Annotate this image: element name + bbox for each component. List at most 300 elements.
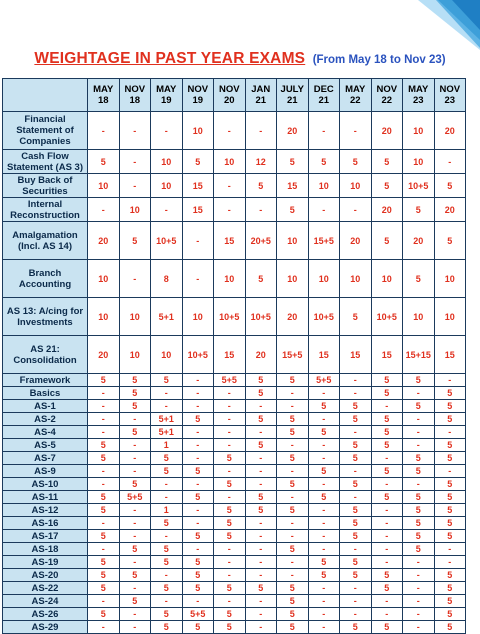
weightage-cell: -: [403, 426, 435, 439]
weightage-cell: 10+5: [371, 298, 403, 336]
weightage-cell: 20: [403, 222, 435, 260]
weightage-cell: 20: [340, 222, 372, 260]
weightage-cell: -: [182, 426, 214, 439]
weightage-cell: 5: [434, 595, 466, 608]
weightage-cell: -: [434, 426, 466, 439]
column-header-month: MAY: [345, 84, 366, 95]
weightage-cell: 1: [151, 439, 183, 452]
weightage-cell: 10: [119, 336, 151, 374]
row-label: AS-19: [3, 556, 88, 569]
weightage-cell: 5+5: [308, 374, 340, 387]
weightage-cell: -: [308, 621, 340, 634]
weightage-cell: 5: [277, 452, 309, 465]
weightage-cell: 5: [371, 174, 403, 198]
weightage-cell: -: [119, 452, 151, 465]
weightage-cell: -: [403, 556, 435, 569]
weightage-cell: -: [245, 569, 277, 582]
table-row: [3, 465, 466, 478]
weightage-cell: -: [88, 112, 120, 150]
weightage-cell: 5: [403, 517, 435, 530]
row-label: AS-20: [3, 569, 88, 582]
header-row: [3, 79, 466, 112]
weightage-cell: 5: [151, 517, 183, 530]
weightage-cell: -: [245, 621, 277, 634]
weightage-cell: 10: [277, 260, 309, 298]
weightage-cell: 5: [151, 452, 183, 465]
weightage-cell: 1: [151, 504, 183, 517]
table-row: [3, 556, 466, 569]
table-row: [3, 582, 466, 595]
weightage-cell: 15+5: [277, 336, 309, 374]
weightage-cell: 5: [277, 595, 309, 608]
weightage-cell: -: [277, 465, 309, 478]
weightage-cell: 5: [308, 400, 340, 413]
weightage-cell: -: [277, 491, 309, 504]
weightage-cell: -: [371, 478, 403, 491]
column-header: [88, 79, 120, 112]
weightage-cell: 10: [214, 150, 246, 174]
column-header: [151, 79, 183, 112]
weightage-cell: 10+5: [214, 298, 246, 336]
table-row: [3, 336, 466, 374]
weightage-cell: -: [277, 400, 309, 413]
weightage-cell: 5+5: [119, 491, 151, 504]
corner-decoration: [408, 0, 480, 50]
weightage-cell: 5: [308, 465, 340, 478]
weightage-cell: 5: [245, 582, 277, 595]
table-row: [3, 530, 466, 543]
table-row: [3, 413, 466, 426]
row-label: AS-12: [3, 504, 88, 517]
weightage-cell: 5: [403, 400, 435, 413]
weightage-cell: -: [88, 465, 120, 478]
weightage-cell: -: [151, 530, 183, 543]
weightage-cell: -: [340, 543, 372, 556]
weightage-cell: -: [88, 543, 120, 556]
weightage-cell: 12: [245, 150, 277, 174]
weightage-cell: -: [214, 569, 246, 582]
weightage-cell: 5: [434, 582, 466, 595]
weightage-cell: -: [434, 543, 466, 556]
weightage-cell: 5: [371, 491, 403, 504]
weightage-cell: 10: [340, 174, 372, 198]
column-header-year: 22: [381, 95, 393, 106]
weightage-cell: -: [151, 491, 183, 504]
weightage-cell: -: [340, 112, 372, 150]
weightage-cell: -: [245, 517, 277, 530]
weightage-cell: -: [119, 413, 151, 426]
weightage-cell: 10: [403, 298, 435, 336]
weightage-cell: -: [182, 222, 214, 260]
weightage-cell: 15: [434, 336, 466, 374]
column-header: [182, 79, 214, 112]
weightage-cell: -: [434, 374, 466, 387]
weightage-cell: -: [119, 504, 151, 517]
table-row: [3, 150, 466, 174]
weightage-cell: 5: [340, 530, 372, 543]
weightage-cell: 5: [214, 530, 246, 543]
row-label: Buy Back of Securities: [3, 174, 88, 198]
weightage-cell: 5: [340, 556, 372, 569]
weightage-cell: -: [308, 530, 340, 543]
row-label: AS-4: [3, 426, 88, 439]
weightage-cell: 10: [151, 174, 183, 198]
weightage-cell: 5: [277, 621, 309, 634]
weightage-cell: 20+5: [245, 222, 277, 260]
weightage-cell: 10: [434, 260, 466, 298]
weightage-cell: 10+5: [182, 336, 214, 374]
column-header-month: MAY: [93, 84, 114, 95]
table-row: [3, 387, 466, 400]
column-header: [245, 79, 277, 112]
weightage-cell: 5: [371, 222, 403, 260]
weightage-cell: -: [403, 595, 435, 608]
row-label: AS-29: [3, 621, 88, 634]
weightage-cell: -: [371, 530, 403, 543]
weightage-cell: -: [119, 112, 151, 150]
weightage-cell: -: [88, 413, 120, 426]
weightage-cell: 5: [182, 465, 214, 478]
weightage-cell: 5: [277, 608, 309, 621]
weightage-cell: -: [277, 387, 309, 400]
weightage-cell: 5: [434, 478, 466, 491]
weightage-cell: -: [308, 582, 340, 595]
weightage-cell: -: [119, 260, 151, 298]
column-header-year: 20: [223, 95, 235, 106]
weightage-cell: -: [88, 198, 120, 222]
row-label: AS-26: [3, 608, 88, 621]
weightage-cell: 5: [245, 174, 277, 198]
weightage-cell: 10: [308, 174, 340, 198]
weightage-cell: 5: [277, 504, 309, 517]
weightage-cell: 5: [151, 621, 183, 634]
weightage-cell: 5+1: [151, 413, 183, 426]
weightage-cell: 5: [403, 374, 435, 387]
weightage-cell: 5: [88, 150, 120, 174]
row-label: Amalgamation (Incl. AS 14): [3, 222, 88, 260]
weightage-cell: -: [245, 426, 277, 439]
weightage-cell: -: [151, 387, 183, 400]
weightage-cell: 5: [277, 198, 309, 222]
weightage-cell: -: [88, 387, 120, 400]
weightage-cell: 5: [182, 150, 214, 174]
weightage-cell: 5: [434, 608, 466, 621]
table-row: [3, 621, 466, 634]
weightage-cell: -: [403, 478, 435, 491]
weightage-cell: -: [403, 387, 435, 400]
weightage-cell: -: [151, 478, 183, 491]
weightage-cell: -: [88, 426, 120, 439]
weightage-cell: -: [214, 400, 246, 413]
weightage-cell: -: [277, 556, 309, 569]
weightage-cell: -: [340, 374, 372, 387]
weightage-cell: -: [340, 426, 372, 439]
weightage-cell: -: [371, 608, 403, 621]
weightage-cell: 5: [88, 504, 120, 517]
column-header: [340, 79, 372, 112]
weightage-cell: -: [119, 150, 151, 174]
weightage-cell: -: [119, 530, 151, 543]
weightage-cell: 5: [88, 608, 120, 621]
weightage-cell: -: [119, 517, 151, 530]
weightage-cell: -: [182, 504, 214, 517]
weightage-cell: 5: [214, 608, 246, 621]
weightage-cell: -: [245, 608, 277, 621]
weightage-cell: 15: [182, 174, 214, 198]
weightage-cell: 20: [245, 336, 277, 374]
column-header-year: 19: [160, 95, 172, 106]
weightage-cell: 5: [182, 582, 214, 595]
weightage-cell: 10: [119, 198, 151, 222]
weightage-cell: -: [88, 400, 120, 413]
weightage-cell: 5: [151, 582, 183, 595]
weightage-cell: -: [182, 517, 214, 530]
weightage-cell: -: [182, 260, 214, 298]
weightage-cell: -: [119, 556, 151, 569]
row-label: Framework: [3, 374, 88, 387]
row-label: AS-11: [3, 491, 88, 504]
table-row: [3, 112, 466, 150]
weightage-cell: -: [214, 491, 246, 504]
weightage-cell: 5: [340, 569, 372, 582]
weightage-cell: 5: [308, 569, 340, 582]
weightage-cell: 5: [371, 150, 403, 174]
column-header-month: DEC: [313, 84, 334, 95]
weightage-cell: 5: [88, 439, 120, 452]
weightage-cell: 5: [182, 621, 214, 634]
weightage-cell: 5: [151, 374, 183, 387]
weightage-cell: 10: [182, 298, 214, 336]
weightage-cell: 5: [119, 543, 151, 556]
weightage-cell: 5: [119, 400, 151, 413]
weightage-cell: 5: [119, 222, 151, 260]
weightage-cell: -: [88, 517, 120, 530]
table-row: [3, 374, 466, 387]
weightage-cell: 5: [403, 465, 435, 478]
weightage-cell: 5: [88, 582, 120, 595]
weightage-cell: 5: [434, 439, 466, 452]
weightage-cell: 5: [371, 439, 403, 452]
table-row: [3, 426, 466, 439]
weightage-cell: 10: [88, 298, 120, 336]
weightage-cell: 5: [277, 582, 309, 595]
weightage-cell: 5: [214, 452, 246, 465]
column-header: [308, 79, 340, 112]
weightage-cell: -: [308, 608, 340, 621]
weightage-cell: 5: [88, 452, 120, 465]
weightage-cell: 10: [182, 112, 214, 150]
title-main: WEIGHTAGE IN PAST YEAR EXAMS: [34, 50, 306, 67]
weightage-cell: 15+15: [403, 336, 435, 374]
table-body: [3, 112, 466, 634]
weightage-cell: 5: [214, 582, 246, 595]
weightage-cell: 10: [403, 112, 435, 150]
weightage-cell: -: [308, 504, 340, 517]
weightage-cell: 5: [151, 608, 183, 621]
column-header-month: NOV: [187, 84, 209, 95]
weightage-cell: -: [403, 569, 435, 582]
weightage-cell: 5: [119, 387, 151, 400]
weightage-cell: -: [371, 400, 403, 413]
table-row: [3, 569, 466, 582]
weightage-cell: 5: [88, 491, 120, 504]
weightage-cell: -: [403, 621, 435, 634]
column-header: [214, 79, 246, 112]
weightage-cell: 5: [119, 374, 151, 387]
weightage-cell: -: [182, 595, 214, 608]
weightage-cell: 5: [308, 491, 340, 504]
column-header-month: MAY: [408, 84, 429, 95]
weightage-cell: 15: [214, 336, 246, 374]
column-header-month: JULY: [280, 84, 304, 95]
weightage-cell: 5: [214, 621, 246, 634]
weightage-cell: 5: [182, 530, 214, 543]
weightage-cell: 10: [340, 260, 372, 298]
column-header-year: 23: [412, 95, 424, 106]
weightage-cell: 15: [371, 336, 403, 374]
table-row: [3, 504, 466, 517]
weightage-cell: 5+1: [151, 426, 183, 439]
row-label: AS-16: [3, 517, 88, 530]
row-label: AS-22: [3, 582, 88, 595]
table-row: [3, 400, 466, 413]
weightage-cell: -: [182, 452, 214, 465]
weightage-cell: 10: [88, 174, 120, 198]
weightage-cell: 5: [434, 504, 466, 517]
weightage-cell: 5: [371, 465, 403, 478]
weightage-cell: 10: [151, 150, 183, 174]
column-header-year: 18: [97, 95, 109, 106]
weightage-cell: 15: [182, 198, 214, 222]
weightage-cell: -: [88, 621, 120, 634]
weightage-cell: 5: [182, 569, 214, 582]
table-row: [3, 439, 466, 452]
weightage-cell: -: [214, 543, 246, 556]
row-label: AS-24: [3, 595, 88, 608]
weightage-cell: 5: [277, 478, 309, 491]
weightage-cell: 15: [277, 174, 309, 198]
weightage-cell: 10: [214, 260, 246, 298]
weightage-cell: 5: [434, 621, 466, 634]
weightage-cell: 5: [371, 374, 403, 387]
weightage-cell: 5: [434, 491, 466, 504]
row-label: AS-2: [3, 413, 88, 426]
weightage-cell: 5: [119, 478, 151, 491]
title-subtitle: (From May 18 to Nov 23): [312, 54, 446, 66]
weightage-cell: 5: [214, 504, 246, 517]
table-row: [3, 491, 466, 504]
weightage-cell: 15+5: [308, 222, 340, 260]
column-header: [403, 79, 435, 112]
weightage-cell: 15: [308, 336, 340, 374]
weightage-cell: -: [88, 595, 120, 608]
weightage-cell: 5: [403, 260, 435, 298]
column-header-year: 21: [318, 95, 330, 106]
weightage-cell: 5: [119, 426, 151, 439]
weightage-cell: 5: [119, 569, 151, 582]
weightage-cell: -: [119, 174, 151, 198]
column-header-month: MAY: [156, 84, 177, 95]
weightage-cell: 5+1: [151, 298, 183, 336]
weightage-cell: 5: [340, 478, 372, 491]
weightage-cell: -: [151, 400, 183, 413]
weightage-cell: 10: [151, 336, 183, 374]
weightage-cell: -: [214, 556, 246, 569]
table-row: [3, 198, 466, 222]
weightage-cell: -: [214, 595, 246, 608]
table-row: [3, 517, 466, 530]
weightage-cell: 5: [151, 543, 183, 556]
weightage-cell: -: [214, 465, 246, 478]
weightage-cell: 10: [119, 298, 151, 336]
weightage-cell: 5: [182, 491, 214, 504]
column-header: [371, 79, 403, 112]
weightage-cell: 20: [88, 336, 120, 374]
weightage-cell: 20: [371, 112, 403, 150]
column-header: [119, 79, 151, 112]
weightage-cell: 5: [340, 413, 372, 426]
row-label: AS 21: Consolidation: [3, 336, 88, 374]
weightage-cell: -: [182, 543, 214, 556]
weightage-cell: -: [277, 517, 309, 530]
table-row: [3, 543, 466, 556]
row-label: AS-5: [3, 439, 88, 452]
weightage-cell: 5: [182, 556, 214, 569]
table-row: [3, 452, 466, 465]
weightage-cell: 10: [371, 260, 403, 298]
weightage-cell: -: [119, 608, 151, 621]
row-label: AS-17: [3, 530, 88, 543]
weightage-cell: 5: [245, 439, 277, 452]
column-header-month: NOV: [376, 84, 398, 95]
weightage-cell: -: [340, 491, 372, 504]
weightage-cell: -: [340, 387, 372, 400]
weightage-cell: 10+5: [308, 298, 340, 336]
weightage-cell: -: [214, 426, 246, 439]
weightage-cell: -: [340, 198, 372, 222]
row-label: Financial Statement of Companies: [3, 112, 88, 150]
weightage-cell: -: [371, 517, 403, 530]
weightage-cell: -: [308, 439, 340, 452]
weightage-cell: 20: [277, 112, 309, 150]
weightage-cell: -: [371, 543, 403, 556]
weightage-cell: 5+5: [214, 374, 246, 387]
weightage-cell: -: [308, 198, 340, 222]
weightage-cell: 5: [151, 556, 183, 569]
weightage-cell: -: [119, 465, 151, 478]
weightage-cell: -: [308, 543, 340, 556]
weightage-cell: -: [119, 439, 151, 452]
weightage-cell: -: [182, 387, 214, 400]
column-header-year: 21: [255, 95, 267, 106]
weightage-cell: -: [371, 452, 403, 465]
weightage-cell: 5: [434, 530, 466, 543]
weightage-cell: -: [88, 478, 120, 491]
column-header: [434, 79, 466, 112]
weightage-cell: -: [151, 198, 183, 222]
weightage-cell: -: [340, 608, 372, 621]
weightage-cell: -: [214, 112, 246, 150]
weightage-cell: -: [277, 439, 309, 452]
table-row: [3, 260, 466, 298]
weightage-cell: -: [245, 452, 277, 465]
weightage-cell: 15: [214, 222, 246, 260]
weightage-cell: 5: [371, 569, 403, 582]
weightage-cell: 5: [308, 150, 340, 174]
weightage-cell: 5: [434, 222, 466, 260]
column-header-year: 23: [444, 95, 456, 106]
weightage-cell: 5: [88, 556, 120, 569]
